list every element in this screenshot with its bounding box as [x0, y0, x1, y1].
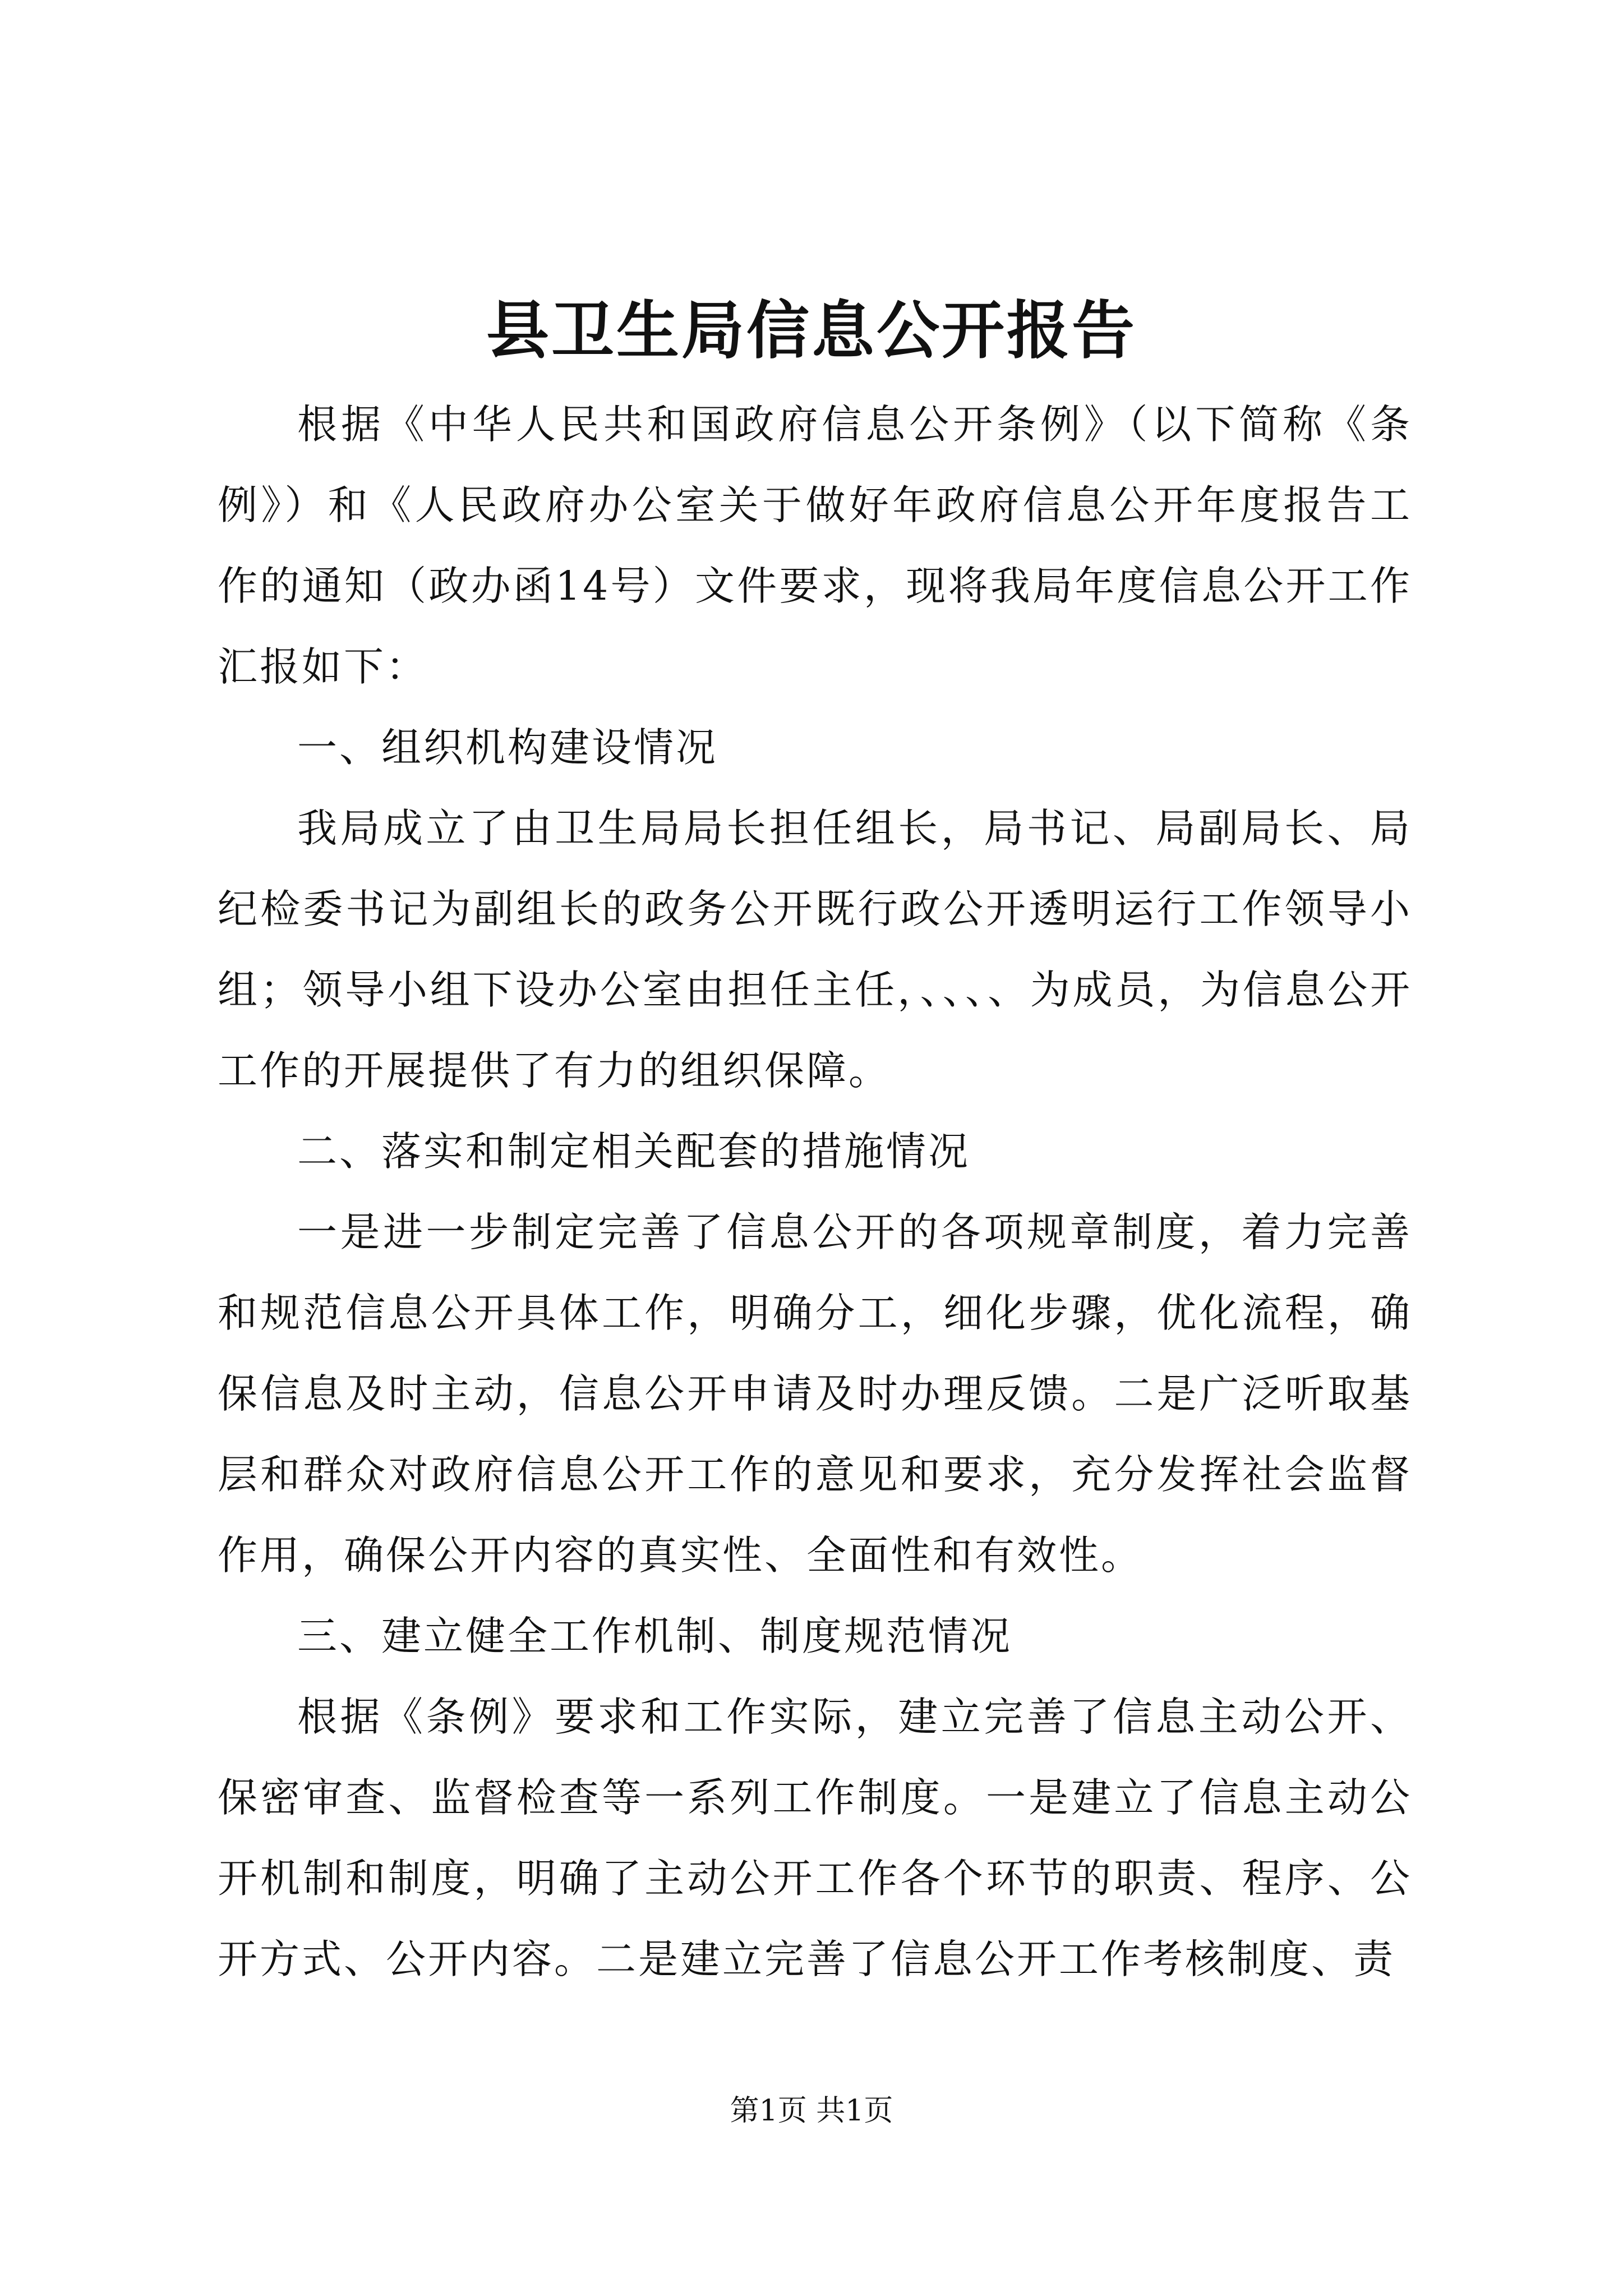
page-footer: 第1页 共1页: [730, 2094, 893, 2128]
section-heading-3: 三、建立健全工作机制、制度规范情况: [297, 1613, 1013, 1659]
section-1-paragraph: 我局成立了由卫生局局长担任组长，局书记、局副局长、局纪检委书记为副组长的政务公开既行政公开透明运行工作领导小组；领导小组下设办公室由担任主任，、、、、为成员，为信息公开工作的开展提供了有力的组织保障。: [218, 805, 1412, 1094]
section-3-paragraph: 根据《条例》要求和工作实际，建立完善了信息主动公开、保密审查、监督检查等一系列工作制度。一是建立了信息主动公开机制和制度，明确了主动公开工作各个环节的职责、程序、公开方式、公开内容。二是建立完善了信息公开工作考核制度、责: [218, 1694, 1412, 1982]
document-title: 县卫生局信息公开报告: [486, 294, 1137, 367]
section-heading-2: 二、落实和制定相关配套的措施情况: [297, 1128, 971, 1175]
section-2-paragraph: 一是进一步制定完善了信息公开的各项规章制度，着力完善和规范信息公开具体工作，明确分工，细化步骤，优化流程，确保信息及时主动，信息公开申请及时办理反馈。二是广泛听取基层和群众对政府信息公开工作的意见和要求，充分发挥社会监督作用，确保公开内容的真实性、全面性和有效性。: [218, 1209, 1412, 1579]
section-heading-1: 一、组织机构建设情况: [297, 724, 718, 771]
intro-paragraph: 根据《中华人民共和国政府信息公开条例》（以下简称《条例》）和《人民政府办公室关于做好年政府信息公开年度报告工作的通知（政办函14号）文件要求，现将我局年度信息公开工作汇报如下：: [218, 401, 1412, 690]
document-body: [218, 384, 1412, 2000]
